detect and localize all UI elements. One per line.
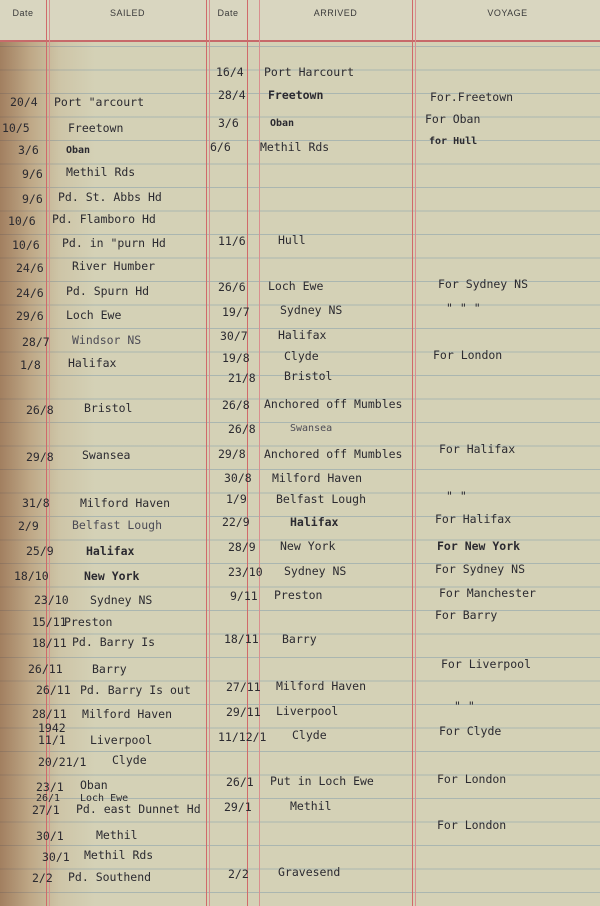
arrived-place: Preston [274, 588, 323, 602]
voyage-note: for Hull [429, 136, 478, 147]
arrived-date: 9/11 [230, 589, 258, 603]
sailed-place: Methil Rds [66, 165, 136, 179]
arrived-date: 11/6 [218, 234, 246, 248]
sailed-place: New York [84, 569, 140, 583]
sailed-place: Milford Haven [80, 496, 171, 510]
voyage-note: For Sydney NS [438, 277, 529, 291]
arrived-date: 2/2 [228, 867, 249, 881]
sailed-date: 10/6 [12, 238, 40, 252]
sailed-place: Preston [64, 615, 113, 629]
arrived-date: 27/11 [226, 680, 261, 694]
voyage-note: For Liverpool [441, 657, 532, 671]
sailed-date: 3/6 [18, 143, 39, 157]
arrived-date: 19/8 [222, 351, 250, 365]
voyage-note: " " " [446, 301, 481, 315]
sailed-date: 28/11 [32, 707, 67, 721]
arrived-date: 11/12/1 [218, 730, 267, 744]
sailed-place: Pd. Flamborо Hd [52, 212, 156, 226]
arrived-date: 29/11 [226, 705, 261, 719]
arrived-date: 26/8 [222, 398, 250, 412]
arrived-place: New York [280, 539, 336, 553]
sailed-place: Milford Haven [82, 707, 173, 721]
sailed-place: Freetown [68, 121, 124, 135]
arrived-date: 30/7 [220, 329, 248, 343]
arrived-place: Sydney NS [284, 564, 347, 578]
arrived-date: 21/8 [228, 371, 256, 385]
arrived-place: Methil [290, 799, 332, 813]
arrived-place: Put in Loch Ewe [270, 774, 374, 788]
arrived-place: Belfast Lough [276, 492, 367, 506]
arrived-date: 19/7 [222, 305, 250, 319]
sailed-place: Windsor NS [72, 333, 142, 347]
sailed-place: Pd. Barry Is out [80, 683, 191, 697]
sailed-place: Loch Ewe [80, 793, 129, 804]
voyage-note: For Halifax [435, 512, 512, 526]
arrived-place: Clyde [292, 728, 327, 742]
sailed-place: Methil Rds [84, 848, 154, 862]
header-sailed: SAILED [109, 8, 145, 18]
sailed-place: Oban [80, 778, 108, 792]
column-rule-date2-double [259, 0, 260, 906]
sailed-date: 1/8 [20, 358, 41, 372]
voyage-note: For London [437, 772, 507, 786]
sailed-date: 31/8 [22, 496, 50, 510]
arrived-date: 29/8 [218, 447, 246, 461]
sailed-date: 26/11 [36, 683, 71, 697]
header-arrived: ARRIVED [313, 8, 358, 18]
sailed-date: 24/6 [16, 261, 44, 275]
sailed-date: 28/7 [22, 335, 50, 349]
voyage-note: " " [454, 699, 475, 713]
arrived-place: Barry [282, 632, 317, 646]
sailed-date: 30/1 [42, 850, 70, 864]
sailed-place: Liverpool [90, 733, 153, 747]
sailed-place: Oban [66, 145, 91, 156]
header-date-sailed: Date [12, 8, 34, 18]
sailed-place: Halifax [86, 544, 135, 558]
sailed-place: Methil [96, 828, 138, 842]
arrived-place: Milford Haven [272, 471, 363, 485]
sailed-date: 9/6 [22, 192, 43, 206]
sailed-place: Halifax [68, 356, 117, 370]
arrived-date: 28/4 [218, 88, 246, 102]
sailed-place: Barry [92, 662, 127, 676]
arrived-date: 1/9 [226, 492, 247, 506]
column-rule-sailed [206, 0, 207, 906]
voyage-note: For London [437, 818, 507, 832]
arrived-date: 3/6 [218, 116, 239, 130]
sailed-year: 1942 [38, 721, 66, 735]
header-band [0, 0, 600, 42]
sailed-date: 18/11 [32, 636, 67, 650]
sailed-date: 10/6 [8, 214, 36, 228]
header-date-arrived: Date [217, 8, 239, 18]
voyage-note: For Sydney NS [435, 562, 526, 576]
column-rule-date2 [247, 0, 248, 906]
column-rule-arrived [412, 0, 413, 906]
sailed-date: 2/2 [32, 871, 53, 885]
arrived-date: 30/8 [224, 471, 252, 485]
arrived-place: Anchored off Mumbles [264, 397, 403, 411]
sailed-place: Pd. east Dunnet Hd [76, 802, 201, 816]
sailed-place: Bristol [84, 401, 133, 415]
arrived-place: Bristol [284, 369, 333, 383]
arrived-place: Gravesend [278, 865, 341, 879]
sailed-date: 18/10 [14, 569, 49, 583]
arrived-date: 26/6 [218, 280, 246, 294]
sailed-date: 29/6 [16, 309, 44, 323]
sailed-date: 29/8 [26, 450, 54, 464]
sailed-date: 26/1 [36, 793, 61, 804]
arrived-place: Halifax [278, 328, 327, 342]
sailed-place: Pd. Southend [68, 870, 152, 884]
arrived-date: 18/11 [224, 632, 259, 646]
column-rule-sailed-double [209, 0, 210, 906]
voyage-note: For London [433, 348, 503, 362]
sailed-place: Clyde [112, 753, 147, 767]
voyage-note: For Halifax [439, 442, 516, 456]
arrived-place: Methil Rds [260, 140, 330, 154]
sailed-date: 25/9 [26, 544, 54, 558]
voyage-note: For Clyde [439, 724, 502, 738]
arrived-date: 29/1 [224, 800, 252, 814]
arrived-place: Port Harcourt [264, 65, 355, 79]
voyage-note: For.Freetown [430, 90, 514, 104]
arrived-date: 26/8 [228, 422, 256, 436]
sailed-date: 20/21/1 [38, 755, 87, 769]
sailed-place: River Humber [72, 259, 156, 273]
arrived-place: Milford Haven [276, 679, 367, 693]
arrived-place: Freetown [268, 88, 324, 102]
sailed-place: Pd. in "purn Hd [62, 236, 166, 250]
sailed-date: 23/10 [34, 593, 69, 607]
arrived-place: Swansea [290, 423, 333, 434]
sailed-date: 9/6 [22, 167, 43, 181]
sailed-date: 30/1 [36, 829, 64, 843]
voyage-note: For Manchester [439, 586, 536, 600]
sailed-date: 23/1 [36, 780, 64, 794]
arrived-date: 6/6 [210, 140, 231, 154]
sailed-date: 20/4 [10, 95, 38, 109]
voyage-note: For Barry [435, 608, 498, 622]
sailed-date: 26/11 [28, 662, 63, 676]
column-rule-arrived-double [415, 0, 416, 906]
arrived-place: Halifax [290, 515, 339, 529]
sailed-date: 10/5 [2, 121, 30, 135]
header-voyage: VOYAGE [487, 8, 528, 18]
sailed-date: 26/8 [26, 403, 54, 417]
arrived-date: 22/9 [222, 515, 250, 529]
sailed-date: 11/1 [38, 733, 66, 747]
sailed-date: 24/6 [16, 286, 44, 300]
arrived-place: Hull [278, 233, 306, 247]
sailed-place: Port "arcourt [54, 95, 145, 109]
arrived-place: Clyde [284, 349, 319, 363]
arrived-place: Anchored off Mumbles [264, 447, 403, 461]
sailed-place: Pd. Spurn Hd [66, 284, 150, 298]
sailed-place: Pd. St. Abbs Hd [58, 190, 162, 204]
sailed-place: Loch Ewe [66, 308, 122, 322]
voyage-note: For New York [437, 539, 521, 553]
voyage-note: " " [446, 489, 467, 503]
arrived-date: 16/4 [216, 65, 244, 79]
sailed-place: Pd. Barry Is [72, 635, 156, 649]
arrived-place: Liverpool [276, 704, 339, 718]
sailed-date: 2/9 [18, 519, 39, 533]
sailed-date: 15/11 [32, 615, 67, 629]
arrived-date: 28/9 [228, 540, 256, 554]
voyage-note: For Oban [425, 112, 481, 126]
arrived-date: 26/1 [226, 775, 254, 789]
sailed-date: 27/1 [32, 803, 60, 817]
arrived-place: Sydney NS [280, 303, 343, 317]
sailed-place: Sydney NS [90, 593, 153, 607]
arrived-date: 23/10 [228, 565, 263, 579]
sailed-place: Belfast Lough [72, 518, 163, 532]
arrived-place: Oban [270, 118, 295, 129]
arrived-place: Loch Ewe [268, 279, 324, 293]
sailed-place: Swansea [82, 448, 131, 462]
